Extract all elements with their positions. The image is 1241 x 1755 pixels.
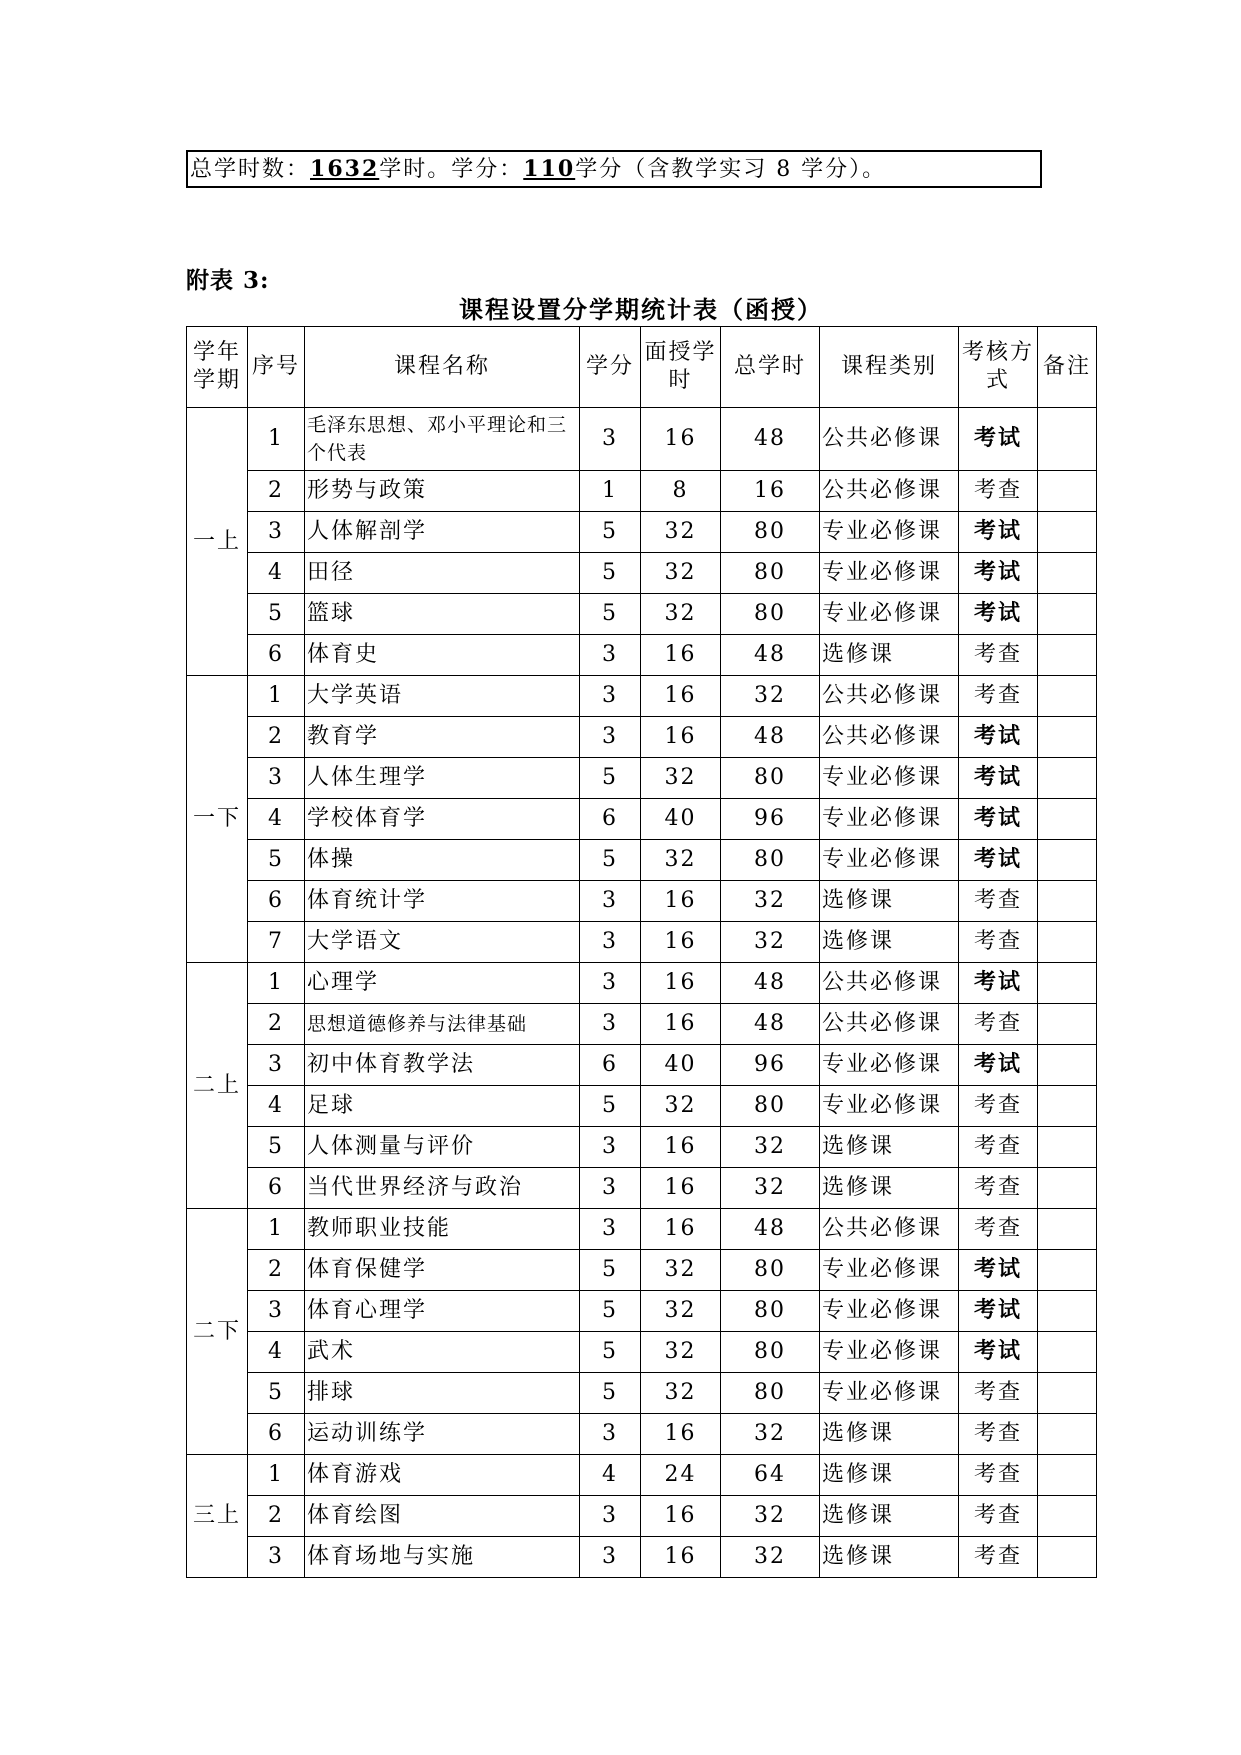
course-note bbox=[1038, 758, 1097, 799]
course-index: 4 bbox=[248, 1332, 305, 1373]
header-type: 课程类别 bbox=[820, 327, 959, 408]
course-face-hours: 16 bbox=[641, 1127, 721, 1168]
course-type: 专业必修课 bbox=[820, 553, 959, 594]
table-row bbox=[187, 512, 1097, 553]
course-name: 毛泽东思想、邓小平理论和三个代表 bbox=[305, 408, 580, 471]
course-index: 2 bbox=[248, 1496, 305, 1537]
course-note bbox=[1038, 594, 1097, 635]
course-credits: 5 bbox=[580, 594, 641, 635]
course-note bbox=[1038, 1045, 1097, 1086]
course-credits: 3 bbox=[580, 1004, 641, 1045]
course-type: 专业必修课 bbox=[820, 840, 959, 881]
course-type: 专业必修课 bbox=[820, 1086, 959, 1127]
course-face-hours: 32 bbox=[641, 553, 721, 594]
course-credits: 5 bbox=[580, 1250, 641, 1291]
course-index: 5 bbox=[248, 840, 305, 881]
summary-prefix: 总学时数： bbox=[190, 157, 311, 182]
course-credits: 3 bbox=[580, 1127, 641, 1168]
course-face-hours: 16 bbox=[641, 1414, 721, 1455]
course-exam: 考查 bbox=[959, 1455, 1038, 1496]
course-note bbox=[1038, 717, 1097, 758]
course-index: 2 bbox=[248, 471, 305, 512]
course-face-hours: 16 bbox=[641, 408, 721, 471]
course-exam: 考试 bbox=[959, 758, 1038, 799]
course-note bbox=[1038, 1086, 1097, 1127]
course-credits: 3 bbox=[580, 717, 641, 758]
course-credits: 3 bbox=[580, 922, 641, 963]
course-face-hours: 16 bbox=[641, 635, 721, 676]
table-row bbox=[187, 922, 1097, 963]
course-total-hours: 16 bbox=[721, 471, 820, 512]
course-note bbox=[1038, 1414, 1097, 1455]
course-total-hours: 80 bbox=[721, 758, 820, 799]
course-type: 专业必修课 bbox=[820, 758, 959, 799]
course-credits: 3 bbox=[580, 1168, 641, 1209]
course-type: 选修课 bbox=[820, 635, 959, 676]
course-index: 5 bbox=[248, 594, 305, 635]
course-index: 3 bbox=[248, 1537, 305, 1578]
course-exam: 考试 bbox=[959, 717, 1038, 758]
course-credits: 4 bbox=[580, 1455, 641, 1496]
course-exam: 考查 bbox=[959, 1168, 1038, 1209]
course-type: 选修课 bbox=[820, 1537, 959, 1578]
course-face-hours: 16 bbox=[641, 676, 721, 717]
course-name: 体操 bbox=[305, 840, 580, 881]
course-name: 体育游戏 bbox=[305, 1455, 580, 1496]
course-exam: 考查 bbox=[959, 1127, 1038, 1168]
course-exam: 考试 bbox=[959, 553, 1038, 594]
course-total-hours: 48 bbox=[721, 408, 820, 471]
table-row bbox=[187, 1127, 1097, 1168]
course-name: 形势与政策 bbox=[305, 471, 580, 512]
table-row bbox=[187, 1332, 1097, 1373]
course-name: 心理学 bbox=[305, 963, 580, 1004]
course-type: 专业必修课 bbox=[820, 1291, 959, 1332]
course-credits: 3 bbox=[580, 1209, 641, 1250]
table-row bbox=[187, 676, 1097, 717]
table-row bbox=[187, 881, 1097, 922]
course-type: 专业必修课 bbox=[820, 594, 959, 635]
course-index: 2 bbox=[248, 1250, 305, 1291]
course-note bbox=[1038, 963, 1097, 1004]
course-total-hours: 80 bbox=[721, 1373, 820, 1414]
course-type: 专业必修课 bbox=[820, 1373, 959, 1414]
semester-label: 三上 bbox=[187, 1455, 248, 1578]
header-index: 序号 bbox=[248, 327, 305, 408]
course-type: 公共必修课 bbox=[820, 676, 959, 717]
course-credits: 5 bbox=[580, 758, 641, 799]
course-total-hours: 80 bbox=[721, 1291, 820, 1332]
course-total-hours: 32 bbox=[721, 881, 820, 922]
table-row bbox=[187, 1209, 1097, 1250]
course-type: 选修课 bbox=[820, 1496, 959, 1537]
course-credits: 3 bbox=[580, 963, 641, 1004]
table-row bbox=[187, 840, 1097, 881]
course-index: 5 bbox=[248, 1127, 305, 1168]
course-index: 4 bbox=[248, 799, 305, 840]
header-exam: 考核方式 bbox=[959, 327, 1038, 408]
course-name: 体育绘图 bbox=[305, 1496, 580, 1537]
course-type: 专业必修课 bbox=[820, 1332, 959, 1373]
course-face-hours: 32 bbox=[641, 1332, 721, 1373]
course-type: 公共必修课 bbox=[820, 1209, 959, 1250]
course-total-hours: 32 bbox=[721, 1127, 820, 1168]
course-credits: 3 bbox=[580, 1496, 641, 1537]
course-note bbox=[1038, 553, 1097, 594]
course-total-hours: 48 bbox=[721, 963, 820, 1004]
course-type: 专业必修课 bbox=[820, 799, 959, 840]
course-exam: 考试 bbox=[959, 1332, 1038, 1373]
semester-label: 一上 bbox=[187, 408, 248, 676]
course-exam: 考查 bbox=[959, 635, 1038, 676]
course-total-hours: 80 bbox=[721, 594, 820, 635]
table-row bbox=[187, 408, 1097, 471]
course-index: 7 bbox=[248, 922, 305, 963]
course-exam: 考查 bbox=[959, 1086, 1038, 1127]
header-semester: 学年学期 bbox=[187, 327, 248, 408]
table-row bbox=[187, 1250, 1097, 1291]
table-row bbox=[187, 1291, 1097, 1332]
course-name: 当代世界经济与政治 bbox=[305, 1168, 580, 1209]
course-face-hours: 16 bbox=[641, 1209, 721, 1250]
course-exam: 考试 bbox=[959, 594, 1038, 635]
course-index: 1 bbox=[248, 963, 305, 1004]
course-total-hours: 48 bbox=[721, 717, 820, 758]
course-index: 6 bbox=[248, 635, 305, 676]
course-type: 公共必修课 bbox=[820, 963, 959, 1004]
course-index: 6 bbox=[248, 881, 305, 922]
course-note bbox=[1038, 1291, 1097, 1332]
course-note bbox=[1038, 1209, 1097, 1250]
table-row bbox=[187, 1004, 1097, 1045]
header-row bbox=[187, 327, 1097, 408]
course-note bbox=[1038, 922, 1097, 963]
course-credits: 6 bbox=[580, 799, 641, 840]
course-face-hours: 8 bbox=[641, 471, 721, 512]
course-index: 2 bbox=[248, 1004, 305, 1045]
hours-unit: 学时。学分： bbox=[379, 157, 524, 182]
course-total-hours: 48 bbox=[721, 1004, 820, 1045]
semester-label: 二下 bbox=[187, 1209, 248, 1455]
credits-unit: 学分（含教学实习 8 学分）。 bbox=[575, 157, 887, 182]
course-name: 大学语文 bbox=[305, 922, 580, 963]
course-credits: 5 bbox=[580, 1291, 641, 1332]
course-index: 4 bbox=[248, 553, 305, 594]
table-row bbox=[187, 1045, 1097, 1086]
course-type: 公共必修课 bbox=[820, 1004, 959, 1045]
table-row bbox=[187, 799, 1097, 840]
course-type: 公共必修课 bbox=[820, 471, 959, 512]
course-face-hours: 40 bbox=[641, 1045, 721, 1086]
table-row bbox=[187, 717, 1097, 758]
course-note bbox=[1038, 1496, 1097, 1537]
course-exam: 考试 bbox=[959, 963, 1038, 1004]
course-name: 体育统计学 bbox=[305, 881, 580, 922]
course-face-hours: 16 bbox=[641, 1168, 721, 1209]
course-note bbox=[1038, 635, 1097, 676]
table-row bbox=[187, 1414, 1097, 1455]
course-index: 6 bbox=[248, 1168, 305, 1209]
course-face-hours: 40 bbox=[641, 799, 721, 840]
course-index: 3 bbox=[248, 512, 305, 553]
course-credits: 5 bbox=[580, 512, 641, 553]
table-title: 课程设置分学期统计表（函授） bbox=[459, 295, 823, 324]
course-type: 选修课 bbox=[820, 922, 959, 963]
course-credits: 3 bbox=[580, 408, 641, 471]
course-name: 教育学 bbox=[305, 717, 580, 758]
course-type: 选修课 bbox=[820, 1127, 959, 1168]
course-note bbox=[1038, 1373, 1097, 1414]
table-row bbox=[187, 1455, 1097, 1496]
course-total-hours: 32 bbox=[721, 922, 820, 963]
course-note bbox=[1038, 512, 1097, 553]
table-row bbox=[187, 1168, 1097, 1209]
course-face-hours: 16 bbox=[641, 1537, 721, 1578]
summary-line bbox=[186, 150, 1042, 188]
course-exam: 考查 bbox=[959, 1004, 1038, 1045]
course-note bbox=[1038, 676, 1097, 717]
course-credits: 3 bbox=[580, 635, 641, 676]
course-exam: 考查 bbox=[959, 1373, 1038, 1414]
course-name: 体育保健学 bbox=[305, 1250, 580, 1291]
course-index: 2 bbox=[248, 717, 305, 758]
course-face-hours: 32 bbox=[641, 512, 721, 553]
course-type: 选修课 bbox=[820, 1168, 959, 1209]
course-index: 3 bbox=[248, 1291, 305, 1332]
total-hours-value: 1632 bbox=[310, 156, 380, 182]
course-name: 人体测量与评价 bbox=[305, 1127, 580, 1168]
course-face-hours: 16 bbox=[641, 1496, 721, 1537]
header-total-hours: 总学时 bbox=[721, 327, 820, 408]
course-credits: 3 bbox=[580, 1414, 641, 1455]
total-credits-value: 110 bbox=[523, 156, 576, 182]
course-credits: 1 bbox=[580, 471, 641, 512]
course-total-hours: 48 bbox=[721, 1209, 820, 1250]
course-face-hours: 16 bbox=[641, 963, 721, 1004]
course-note bbox=[1038, 1004, 1097, 1045]
course-name: 运动训练学 bbox=[305, 1414, 580, 1455]
course-face-hours: 32 bbox=[641, 758, 721, 799]
course-name: 体育史 bbox=[305, 635, 580, 676]
course-total-hours: 32 bbox=[721, 1168, 820, 1209]
course-table bbox=[186, 326, 1097, 1578]
course-type: 公共必修课 bbox=[820, 717, 959, 758]
course-credits: 5 bbox=[580, 1373, 641, 1414]
table-row bbox=[187, 1537, 1097, 1578]
table-row bbox=[187, 635, 1097, 676]
course-note bbox=[1038, 1332, 1097, 1373]
course-total-hours: 80 bbox=[721, 1250, 820, 1291]
course-total-hours: 48 bbox=[721, 635, 820, 676]
course-type: 选修课 bbox=[820, 1414, 959, 1455]
course-total-hours: 32 bbox=[721, 676, 820, 717]
appendix-label: 附表 3: bbox=[186, 267, 270, 294]
course-exam: 考查 bbox=[959, 1537, 1038, 1578]
course-name: 排球 bbox=[305, 1373, 580, 1414]
course-credits: 5 bbox=[580, 1086, 641, 1127]
course-name: 人体解剖学 bbox=[305, 512, 580, 553]
course-total-hours: 80 bbox=[721, 1332, 820, 1373]
course-note bbox=[1038, 1168, 1097, 1209]
course-total-hours: 96 bbox=[721, 799, 820, 840]
course-note bbox=[1038, 471, 1097, 512]
course-name: 人体生理学 bbox=[305, 758, 580, 799]
course-name: 武术 bbox=[305, 1332, 580, 1373]
course-type: 专业必修课 bbox=[820, 1045, 959, 1086]
course-face-hours: 32 bbox=[641, 594, 721, 635]
course-face-hours: 32 bbox=[641, 1291, 721, 1332]
course-credits: 3 bbox=[580, 1537, 641, 1578]
course-name: 篮球 bbox=[305, 594, 580, 635]
course-name: 大学英语 bbox=[305, 676, 580, 717]
header-credits: 学分 bbox=[580, 327, 641, 408]
semester-label: 一下 bbox=[187, 676, 248, 963]
semester-label: 二上 bbox=[187, 963, 248, 1209]
course-name: 初中体育教学法 bbox=[305, 1045, 580, 1086]
course-note bbox=[1038, 1455, 1097, 1496]
course-exam: 考试 bbox=[959, 512, 1038, 553]
course-name: 体育心理学 bbox=[305, 1291, 580, 1332]
course-total-hours: 80 bbox=[721, 840, 820, 881]
course-note bbox=[1038, 799, 1097, 840]
course-index: 3 bbox=[248, 758, 305, 799]
course-exam: 考试 bbox=[959, 1250, 1038, 1291]
course-face-hours: 16 bbox=[641, 881, 721, 922]
course-name: 足球 bbox=[305, 1086, 580, 1127]
table-row bbox=[187, 1086, 1097, 1127]
course-type: 选修课 bbox=[820, 1455, 959, 1496]
course-index: 4 bbox=[248, 1086, 305, 1127]
course-type: 公共必修课 bbox=[820, 408, 959, 471]
course-credits: 3 bbox=[580, 676, 641, 717]
course-credits: 5 bbox=[580, 840, 641, 881]
course-note bbox=[1038, 408, 1097, 471]
course-exam: 考查 bbox=[959, 1496, 1038, 1537]
course-face-hours: 32 bbox=[641, 840, 721, 881]
table-row bbox=[187, 553, 1097, 594]
table-row bbox=[187, 594, 1097, 635]
course-exam: 考试 bbox=[959, 799, 1038, 840]
course-face-hours: 32 bbox=[641, 1373, 721, 1414]
header-face-hours: 面授学时 bbox=[641, 327, 721, 408]
table-row bbox=[187, 471, 1097, 512]
course-total-hours: 96 bbox=[721, 1045, 820, 1086]
course-total-hours: 80 bbox=[721, 1086, 820, 1127]
course-face-hours: 24 bbox=[641, 1455, 721, 1496]
course-face-hours: 16 bbox=[641, 717, 721, 758]
course-name: 思想道德修养与法律基础 bbox=[305, 1004, 580, 1045]
course-note bbox=[1038, 1127, 1097, 1168]
course-credits: 5 bbox=[580, 553, 641, 594]
course-index: 1 bbox=[248, 408, 305, 471]
course-name: 学校体育学 bbox=[305, 799, 580, 840]
course-total-hours: 80 bbox=[721, 553, 820, 594]
course-exam: 考试 bbox=[959, 1291, 1038, 1332]
course-exam: 考查 bbox=[959, 1414, 1038, 1455]
course-index: 1 bbox=[248, 676, 305, 717]
course-type: 专业必修课 bbox=[820, 1250, 959, 1291]
course-index: 1 bbox=[248, 1209, 305, 1250]
course-credits: 6 bbox=[580, 1045, 641, 1086]
course-face-hours: 32 bbox=[641, 1250, 721, 1291]
course-face-hours: 16 bbox=[641, 922, 721, 963]
course-total-hours: 32 bbox=[721, 1414, 820, 1455]
course-name: 教师职业技能 bbox=[305, 1209, 580, 1250]
course-credits: 3 bbox=[580, 881, 641, 922]
header-name: 课程名称 bbox=[305, 327, 580, 408]
course-type: 选修课 bbox=[820, 881, 959, 922]
course-index: 3 bbox=[248, 1045, 305, 1086]
course-exam: 考查 bbox=[959, 471, 1038, 512]
table-row bbox=[187, 758, 1097, 799]
header-note: 备注 bbox=[1038, 327, 1097, 408]
course-name: 体育场地与实施 bbox=[305, 1537, 580, 1578]
course-exam: 考查 bbox=[959, 676, 1038, 717]
table-row bbox=[187, 963, 1097, 1004]
course-exam: 考查 bbox=[959, 922, 1038, 963]
course-exam: 考试 bbox=[959, 408, 1038, 471]
table-row bbox=[187, 1496, 1097, 1537]
course-total-hours: 80 bbox=[721, 512, 820, 553]
course-table-body bbox=[187, 408, 1097, 1578]
course-total-hours: 32 bbox=[721, 1537, 820, 1578]
course-index: 5 bbox=[248, 1373, 305, 1414]
course-exam: 考试 bbox=[959, 840, 1038, 881]
course-total-hours: 32 bbox=[721, 1496, 820, 1537]
course-note bbox=[1038, 881, 1097, 922]
course-exam: 考查 bbox=[959, 881, 1038, 922]
course-face-hours: 16 bbox=[641, 1004, 721, 1045]
course-type: 专业必修课 bbox=[820, 512, 959, 553]
course-face-hours: 32 bbox=[641, 1086, 721, 1127]
course-name: 田径 bbox=[305, 553, 580, 594]
course-note bbox=[1038, 840, 1097, 881]
course-credits: 5 bbox=[580, 1332, 641, 1373]
course-index: 6 bbox=[248, 1414, 305, 1455]
course-note bbox=[1038, 1250, 1097, 1291]
course-index: 1 bbox=[248, 1455, 305, 1496]
course-total-hours: 64 bbox=[721, 1455, 820, 1496]
course-exam: 考试 bbox=[959, 1045, 1038, 1086]
table-row bbox=[187, 1373, 1097, 1414]
course-exam: 考查 bbox=[959, 1209, 1038, 1250]
course-note bbox=[1038, 1537, 1097, 1578]
